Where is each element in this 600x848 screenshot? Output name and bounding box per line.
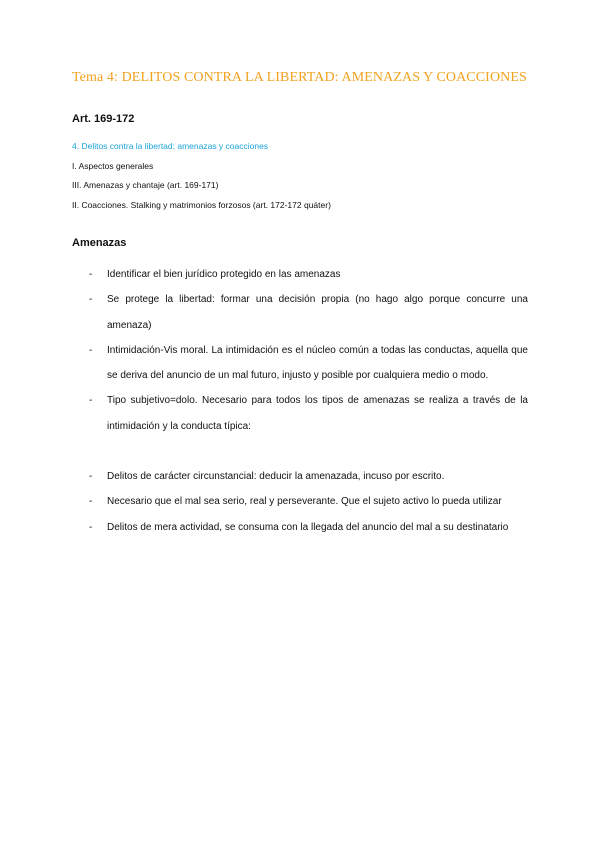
bullet-marker: - [89, 395, 93, 407]
list-item [72, 489, 528, 514]
list-item-text: Se protege la libertad: formar una decisión propia (no hago algo porque concurre una amenaza) [107, 294, 528, 331]
bullet-marker: - [89, 521, 93, 533]
list-item [72, 515, 528, 540]
list-item-text: Tipo subjetivo=dolo. Necesario para todos los tipos de amenazas se realiza a través de la intimidación y la conducta típica: [107, 395, 528, 432]
list-spacer [72, 439, 528, 464]
bullet-marker: - [89, 471, 93, 483]
list-item-text: Intimidación-Vis moral. La intimidación es el núcleo común a todas las conductas, aquella que se deriva del anuncio de un mal futuro, injusto y posible por cualquiera medio o modo. [107, 344, 528, 382]
article-range: Art. 169-172 [72, 113, 135, 125]
list-item [72, 262, 528, 287]
list-item [72, 464, 528, 489]
list-item [72, 338, 528, 389]
bullet-marker: - [89, 294, 93, 306]
list-item-text: Necesario que el mal sea serio, real y perseverante. Que el sujeto activo lo pueda utilizar [107, 496, 502, 508]
list-item-text: Delitos de mera actividad, se consuma con la llegada del anuncio del mal a su destinatario [107, 521, 509, 533]
bullet-marker: - [89, 496, 93, 508]
toc-item: I. Aspectos generales [72, 160, 154, 171]
bullet-marker: - [89, 269, 93, 280]
toc-item: III. Amenazas y chantaje (art. 169-171) [72, 180, 219, 190]
document-title: Tema 4: DELITOS CONTRA LA LIBERTAD: AMENAZAS Y COACCIONES [72, 70, 527, 85]
section-heading: Amenazas [72, 237, 127, 249]
bullet-list [72, 262, 528, 540]
list-item-text: Delitos de carácter circunstancial: deducir la amenazada, incuso por escrito. [107, 471, 445, 483]
list-item-text: Identificar el bien jurídico protegido en las amenazas [107, 269, 341, 280]
list-item [72, 388, 528, 439]
bullet-marker: - [89, 344, 93, 356]
toc-link[interactable]: 4. Delitos contra la libertad: amenazas y coacciones [72, 141, 269, 151]
table-of-contents [72, 137, 331, 215]
toc-item: II. Coacciones. Stalking y matrimonios forzosos (art. 172-172 quáter) [72, 199, 331, 210]
list-item [72, 287, 528, 338]
